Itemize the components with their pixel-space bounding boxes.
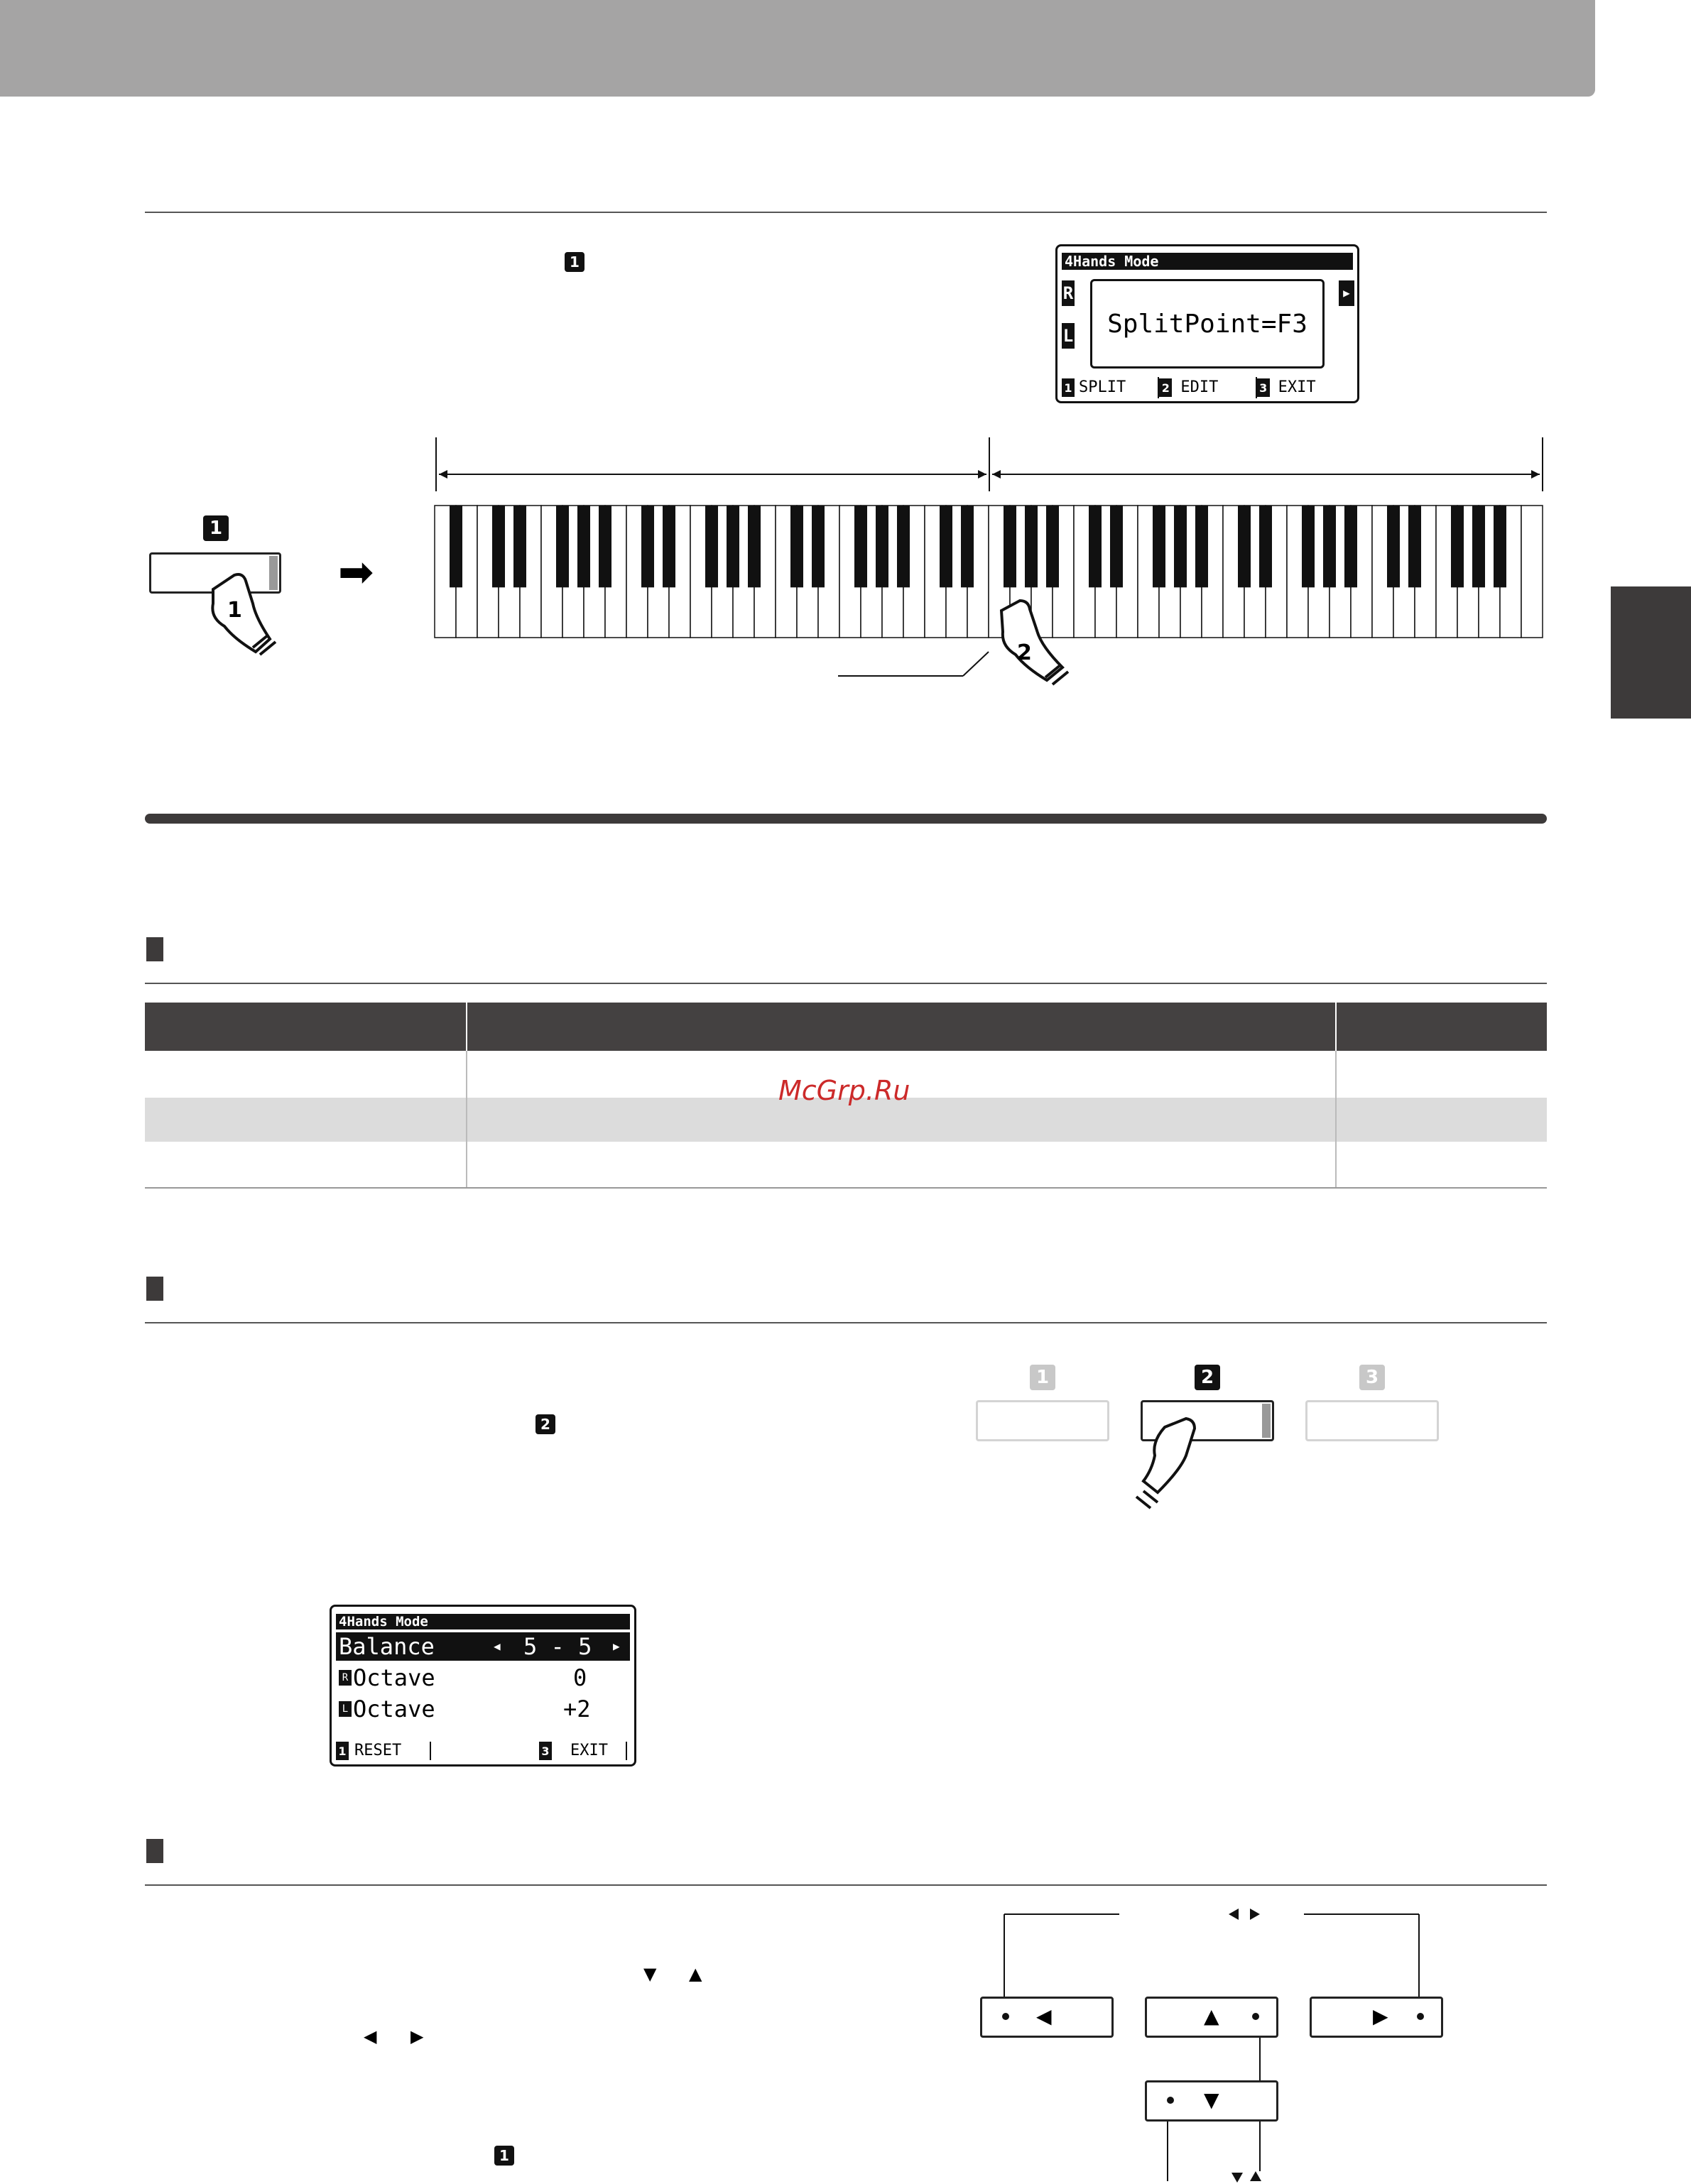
r-octave-value: 0 xyxy=(573,1664,587,1691)
l-indicator: L xyxy=(1062,323,1075,349)
watermark: McGrp.Ru xyxy=(778,1075,910,1106)
footer-edit-label: EDIT xyxy=(1180,378,1219,396)
black-key xyxy=(492,506,505,587)
button-1-badge: 1 xyxy=(494,2146,514,2166)
finger-number-1: 1 xyxy=(227,598,242,623)
l-octave-label: Octave xyxy=(353,1696,435,1722)
black-key xyxy=(1494,506,1506,587)
button-2-label: 2 xyxy=(1195,1365,1220,1390)
function-button-1[interactable] xyxy=(976,1400,1109,1441)
subsection-marker xyxy=(146,1839,163,1863)
r-octave-label: Octave xyxy=(353,1664,435,1691)
black-key xyxy=(1344,506,1357,587)
right-arrow-icon: ▶ xyxy=(1339,280,1354,306)
footer-reset-label: RESET xyxy=(354,1742,402,1759)
button-led xyxy=(1262,1404,1271,1438)
section-divider xyxy=(145,814,1547,824)
subsection-marker xyxy=(146,937,163,961)
black-key xyxy=(1238,506,1251,587)
black-key xyxy=(577,506,590,587)
footer-exit-label: EXIT xyxy=(1278,378,1316,396)
display-footer xyxy=(1062,377,1353,398)
black-key xyxy=(599,506,611,587)
black-key xyxy=(1174,506,1187,587)
down-arrow-icon: ▼ xyxy=(1204,2088,1219,2112)
right-arrow-icon: ▶ xyxy=(410,2026,424,2046)
black-key xyxy=(1259,506,1272,587)
button-dot xyxy=(1002,2013,1009,2020)
footer-num: 2 xyxy=(1159,378,1172,397)
up-cursor-button[interactable] xyxy=(1145,1997,1278,2038)
black-key xyxy=(1004,506,1016,587)
footer-divider xyxy=(626,1742,627,1760)
footer-split xyxy=(1062,377,1159,398)
footer-num: 1 xyxy=(336,1742,349,1760)
black-key xyxy=(1408,506,1421,587)
left-arrow-icon: ◀ xyxy=(364,2026,377,2046)
left-cursor-button[interactable] xyxy=(980,1997,1114,2038)
chapter-tab xyxy=(1611,586,1691,719)
subsection-rule xyxy=(145,1884,1547,1886)
r-octave-row xyxy=(339,1664,630,1692)
display-footer xyxy=(336,1740,630,1762)
table-col-line xyxy=(1335,1051,1337,1189)
left-arrow-icon: ◀ xyxy=(1036,2004,1052,2028)
split-point-popup: SplitPoint=F3 xyxy=(1090,279,1325,368)
black-key xyxy=(1025,506,1038,587)
white-key xyxy=(1521,506,1543,638)
footer-edit xyxy=(1159,377,1256,398)
footer-divider xyxy=(430,1742,431,1760)
button-dot xyxy=(1167,2097,1174,2104)
black-key xyxy=(450,506,462,587)
header-bar xyxy=(0,0,1595,97)
cursor-buttons-diagram xyxy=(973,1894,1456,2184)
black-key xyxy=(854,506,867,587)
balance-value: 5 - 5 xyxy=(523,1633,592,1660)
l-prefix: L xyxy=(339,1701,352,1717)
black-key xyxy=(1153,506,1165,587)
left-arrow-icon: ◀ xyxy=(494,1639,501,1653)
footer-num: 3 xyxy=(1257,378,1270,397)
split-point-display xyxy=(1055,244,1359,403)
button-dot xyxy=(1252,2013,1259,2020)
black-key xyxy=(748,506,761,587)
black-key xyxy=(641,506,654,587)
display-title: 4Hands Mode xyxy=(1062,253,1353,270)
table-bottom-rule xyxy=(145,1187,1547,1189)
subsection-rule xyxy=(145,983,1547,984)
down-cursor-button[interactable] xyxy=(1145,2080,1278,2122)
up-arrow-icon: ▲ xyxy=(1204,2004,1219,2028)
black-key xyxy=(812,506,825,587)
black-key xyxy=(1323,506,1336,587)
black-key xyxy=(705,506,718,587)
black-key xyxy=(1472,506,1485,587)
black-key xyxy=(897,506,910,587)
balance-row xyxy=(336,1632,630,1661)
button-1-label: 1 xyxy=(203,515,229,541)
black-key xyxy=(876,506,888,587)
table-col-line xyxy=(466,1051,467,1189)
black-key xyxy=(961,506,974,587)
button-1-label: 1 xyxy=(1030,1365,1055,1390)
button-2-badge: 2 xyxy=(535,1414,555,1434)
black-key xyxy=(1195,506,1208,587)
black-key xyxy=(1302,506,1315,587)
footer-num: 3 xyxy=(539,1742,552,1760)
black-key xyxy=(790,506,803,587)
footer-exit xyxy=(1257,377,1353,398)
right-arrow-icon: ▶ xyxy=(1373,2004,1388,2028)
l-octave-value: +2 xyxy=(563,1696,591,1722)
black-key xyxy=(1110,506,1123,587)
four-hands-edit-display xyxy=(330,1605,636,1767)
button-dot xyxy=(1417,2013,1424,2020)
l-octave-row xyxy=(339,1695,630,1723)
pressing-hand-icon xyxy=(980,596,1087,703)
subsection-marker xyxy=(146,1277,163,1301)
display-title: 4Hands Mode xyxy=(336,1614,630,1629)
black-key xyxy=(1387,506,1400,587)
footer-num: 1 xyxy=(1062,378,1075,397)
function-button-3[interactable] xyxy=(1305,1400,1439,1441)
balance-label: Balance xyxy=(339,1633,435,1660)
subsection-rule xyxy=(145,1322,1547,1323)
button-3-label: 3 xyxy=(1359,1365,1385,1390)
finger-number-2: 2 xyxy=(1017,640,1032,665)
black-key xyxy=(727,506,739,587)
black-key xyxy=(940,506,952,587)
r-prefix: R xyxy=(339,1670,352,1686)
arrow-right-icon: ➡ xyxy=(338,547,374,597)
button-1-badge: 1 xyxy=(565,252,584,272)
black-key xyxy=(1046,506,1059,587)
pressing-hand-icon xyxy=(1115,1413,1222,1519)
right-arrow-icon: ▶ xyxy=(613,1639,620,1653)
down-arrow-icon: ▼ xyxy=(643,1964,657,1984)
black-key xyxy=(663,506,675,587)
black-key xyxy=(556,506,569,587)
section-rule xyxy=(145,212,1547,213)
footer-split-label: SPLIT xyxy=(1079,378,1126,396)
black-key xyxy=(1089,506,1102,587)
right-cursor-button[interactable] xyxy=(1310,1997,1443,2038)
r-indicator: R xyxy=(1062,280,1075,306)
black-key xyxy=(1451,506,1464,587)
up-arrow-icon: ▲ xyxy=(689,1964,702,1984)
footer-exit-label: EXIT xyxy=(570,1742,608,1759)
black-key xyxy=(513,506,526,587)
